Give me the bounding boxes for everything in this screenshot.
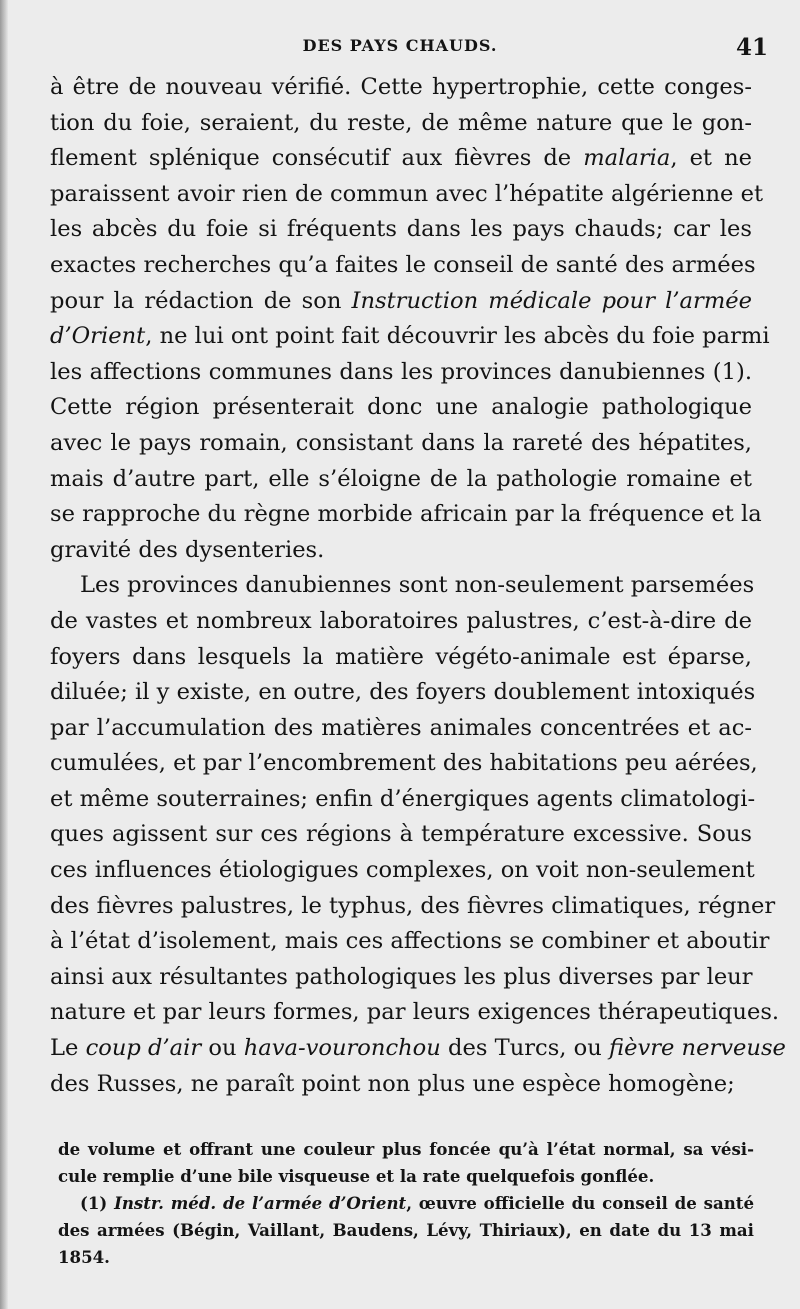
paragraph bbox=[50, 568, 786, 1102]
text-line: par l’accumulation des matières animales concentrées et ac- bbox=[50, 714, 752, 741]
text-line: de volume et offrant une couleur plus foncée qu’à l’état normal, sa vési- bbox=[58, 1139, 754, 1159]
text-line: foyers dans lesquels la matière végéto-animale est éparse, bbox=[50, 643, 752, 670]
text-line: nature et par leurs formes, par leurs exigences thérapeutiques. bbox=[50, 999, 780, 1026]
text-segment: ou bbox=[201, 1035, 244, 1062]
text-line: Cette région présenterait donc une analogie pathologique bbox=[50, 394, 752, 421]
text-line: diluée; il y existe, en outre, des foyers doublement intoxiqués bbox=[50, 679, 756, 706]
running-head: DES PAYS CHAUDS. bbox=[302, 36, 498, 55]
text-line: les abcès du foie si fréquents dans les pays chauds; car les bbox=[50, 216, 752, 243]
italic-text: Instr. méd. de l’armée d’Orient bbox=[114, 1193, 407, 1213]
text-line: et même souterraines; enfin d’énergiques agents climatologi- bbox=[50, 785, 756, 812]
text-line: des armées (Bégin, Vaillant, Baudens, Lévy, Thiriaux), en date du 13 mai bbox=[58, 1220, 754, 1240]
text-segment: Le bbox=[50, 1035, 86, 1062]
text-line: ques agissent sur ces régions à température excessive. Sous bbox=[50, 821, 752, 848]
text-segment: des Turcs, ou bbox=[440, 1035, 609, 1062]
italic-text: hava-vouronchou bbox=[243, 1035, 441, 1062]
page-header bbox=[0, 34, 800, 62]
text-line: cumulées, et par l’encombrement des habitations peu aérées, bbox=[50, 750, 758, 777]
text-line: à l’état d’isolement, mais ces affections se combiner et aboutir bbox=[50, 928, 770, 955]
text-line: ces influences étiologigues complexes, on voit non-seulement bbox=[50, 857, 755, 884]
text-line: tion du foie, seraient, du reste, de même nature que le gon- bbox=[50, 109, 752, 136]
paragraph bbox=[50, 70, 770, 568]
text-line bbox=[50, 284, 752, 320]
page-number: 41 bbox=[735, 34, 768, 61]
text-line: des Russes, ne paraît point non plus une espèce homogène; bbox=[50, 1070, 735, 1097]
text-segment: pour la rédaction de son bbox=[50, 287, 352, 314]
text-line bbox=[50, 141, 752, 177]
text-line: paraissent avoir rien de commun avec l’hépatite algérienne et bbox=[50, 180, 764, 207]
text-line: 1854. bbox=[58, 1247, 110, 1267]
text-segment: , ne lui ont point fait découvrir les abcès du foie parmi bbox=[145, 323, 770, 350]
text-line: cule remplie d’une bile visqueuse et la rate quelquefois gonflée. bbox=[58, 1166, 655, 1186]
body-text bbox=[50, 70, 786, 1102]
text-line: Les provinces danubiennes sont non-seulement parsemées bbox=[80, 572, 755, 599]
text-segment: , œuvre officielle du conseil de santé bbox=[406, 1193, 754, 1213]
text-line: mais d’autre part, elle s’éloigne de la pathologie romaine et bbox=[50, 465, 752, 492]
italic-text: fièvre nerveuse bbox=[609, 1035, 786, 1062]
page-edge-shadow bbox=[0, 0, 8, 1309]
text-line: des fièvres palustres, le typhus, des fièvres climatiques, régner bbox=[50, 892, 776, 919]
text-line: ainsi aux résultantes pathologiques les plus diverses par leur bbox=[50, 963, 753, 990]
text-segment: flement splénique consécutif aux fièvres de bbox=[50, 145, 584, 172]
italic-text: d’Orient bbox=[50, 323, 146, 350]
text-line: se rapproche du règne morbide africain par la fréquence et la bbox=[50, 501, 762, 528]
footnote bbox=[58, 1190, 754, 1271]
text-line: les affections communes dans les provinces danubiennes (1). bbox=[50, 358, 752, 385]
text-line: avec le pays romain, consistant dans la rareté des hépatites, bbox=[50, 429, 752, 456]
text-line: de vastes et nombreux laboratoires palustres, c’est-à-dire de bbox=[50, 607, 752, 634]
footnotes bbox=[58, 1136, 754, 1271]
italic-text: malaria bbox=[583, 145, 671, 172]
text-line bbox=[50, 319, 770, 355]
text-line: exactes recherches qu’a faites le conseil de santé des armées bbox=[50, 251, 756, 278]
footnote bbox=[58, 1136, 754, 1190]
italic-text: coup d’air bbox=[85, 1035, 202, 1062]
italic-text: Instruction médicale pour l’armée bbox=[351, 287, 752, 314]
text-line bbox=[58, 1190, 754, 1217]
text-line bbox=[50, 1031, 786, 1067]
text-segment: , et ne bbox=[670, 145, 752, 172]
text-line: à être de nouveau vérifié. Cette hypertrophie, cette conges- bbox=[50, 74, 752, 100]
text-segment: (1) bbox=[80, 1193, 115, 1213]
text-line: gravité des dysenteries. bbox=[50, 536, 325, 563]
